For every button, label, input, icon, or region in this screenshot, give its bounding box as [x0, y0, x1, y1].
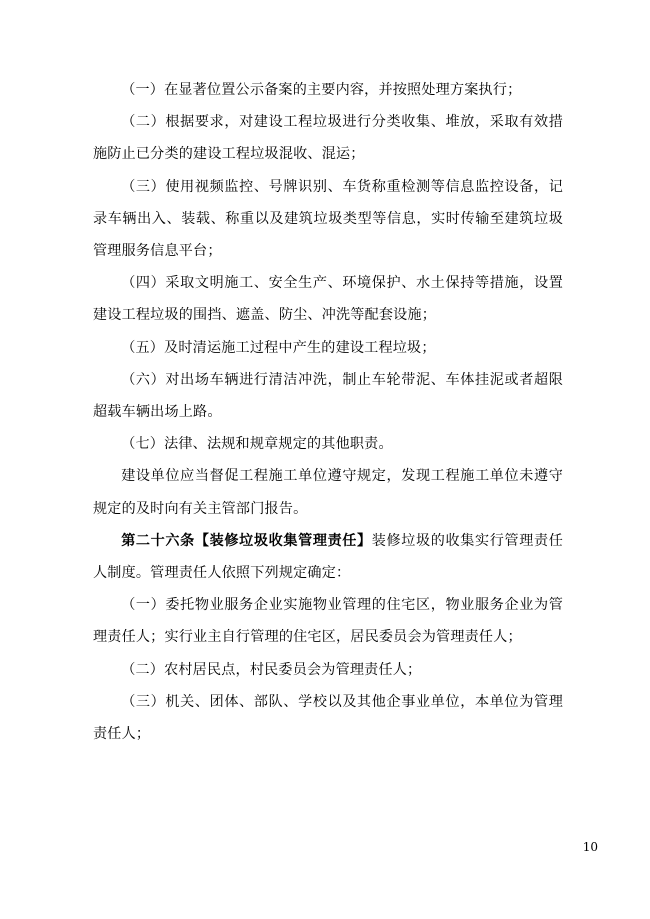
paragraph: [93, 686, 563, 750]
paragraph: [93, 364, 563, 428]
paragraph-text: （七）法律、法规和规章规定的其他职责。: [121, 436, 393, 453]
paragraph-text: （四）采取文明施工、安全生产、环境保护、水土保持等措施，设置建设工程垃圾的围挡、遮盖、防尘、冲洗等配套设施；: [93, 275, 563, 324]
paragraph: [93, 267, 563, 331]
paragraph-text: 装修垃圾的收集实行管理责任人制度。管理责任人依照下列规定确定：: [93, 532, 563, 582]
paragraph-text: （一）在显著位置公示备案的主要内容，并按照处理方案执行；: [121, 82, 522, 98]
article-paragraph: [93, 525, 563, 589]
paragraph: [93, 654, 563, 686]
paragraph-text: 建设单位应当督促工程施工单位遵守规定，发现工程施工单位未遵守规定的及时向有关主管部门报告。: [93, 468, 563, 517]
paragraph: [93, 428, 563, 460]
paragraph-text: （一）委托物业服务企业实施物业管理的住宅区，物业服务企业为管理责任人；实行业主自行管理的住宅区，居民委员会为管理责任人；: [93, 597, 563, 646]
paragraph: [93, 332, 563, 364]
paragraph: [93, 460, 563, 524]
document-body: [93, 74, 563, 750]
paragraph: [93, 171, 563, 268]
article-heading: 第二十六条【装修垃圾收集管理责任】: [121, 532, 372, 549]
paragraph-text: （六）对出场车辆进行清洁冲洗，制止车轮带泥、车体挂泥或者超限超载车辆出场上路。: [93, 371, 563, 421]
paragraph-text: （三）使用视频监控、号牌识别、车货称重检测等信息监控设备，记录车辆出入、装载、称重以及建筑垃圾类型等信息，实时传输至建筑垃圾管理服务信息平台；: [93, 178, 563, 260]
paragraph: [93, 106, 563, 170]
paragraph-text: （二）农村居民点，村民委员会为管理责任人；: [121, 661, 422, 678]
paragraph-text: （二）根据要求，对建设工程垃圾进行分类收集、堆放，采取有效措施防止已分类的建设工程垃圾混收、混运；: [93, 114, 563, 163]
paragraph-text: （三）机关、团体、部队、学校以及其他企事业单位，本单位为管理责任人；: [93, 693, 563, 743]
page-number: 10: [582, 840, 598, 854]
paragraph-text: （五）及时清运施工过程中产生的建设工程垃圾；: [121, 339, 436, 356]
paragraph: [93, 589, 563, 653]
paragraph: [93, 74, 563, 106]
